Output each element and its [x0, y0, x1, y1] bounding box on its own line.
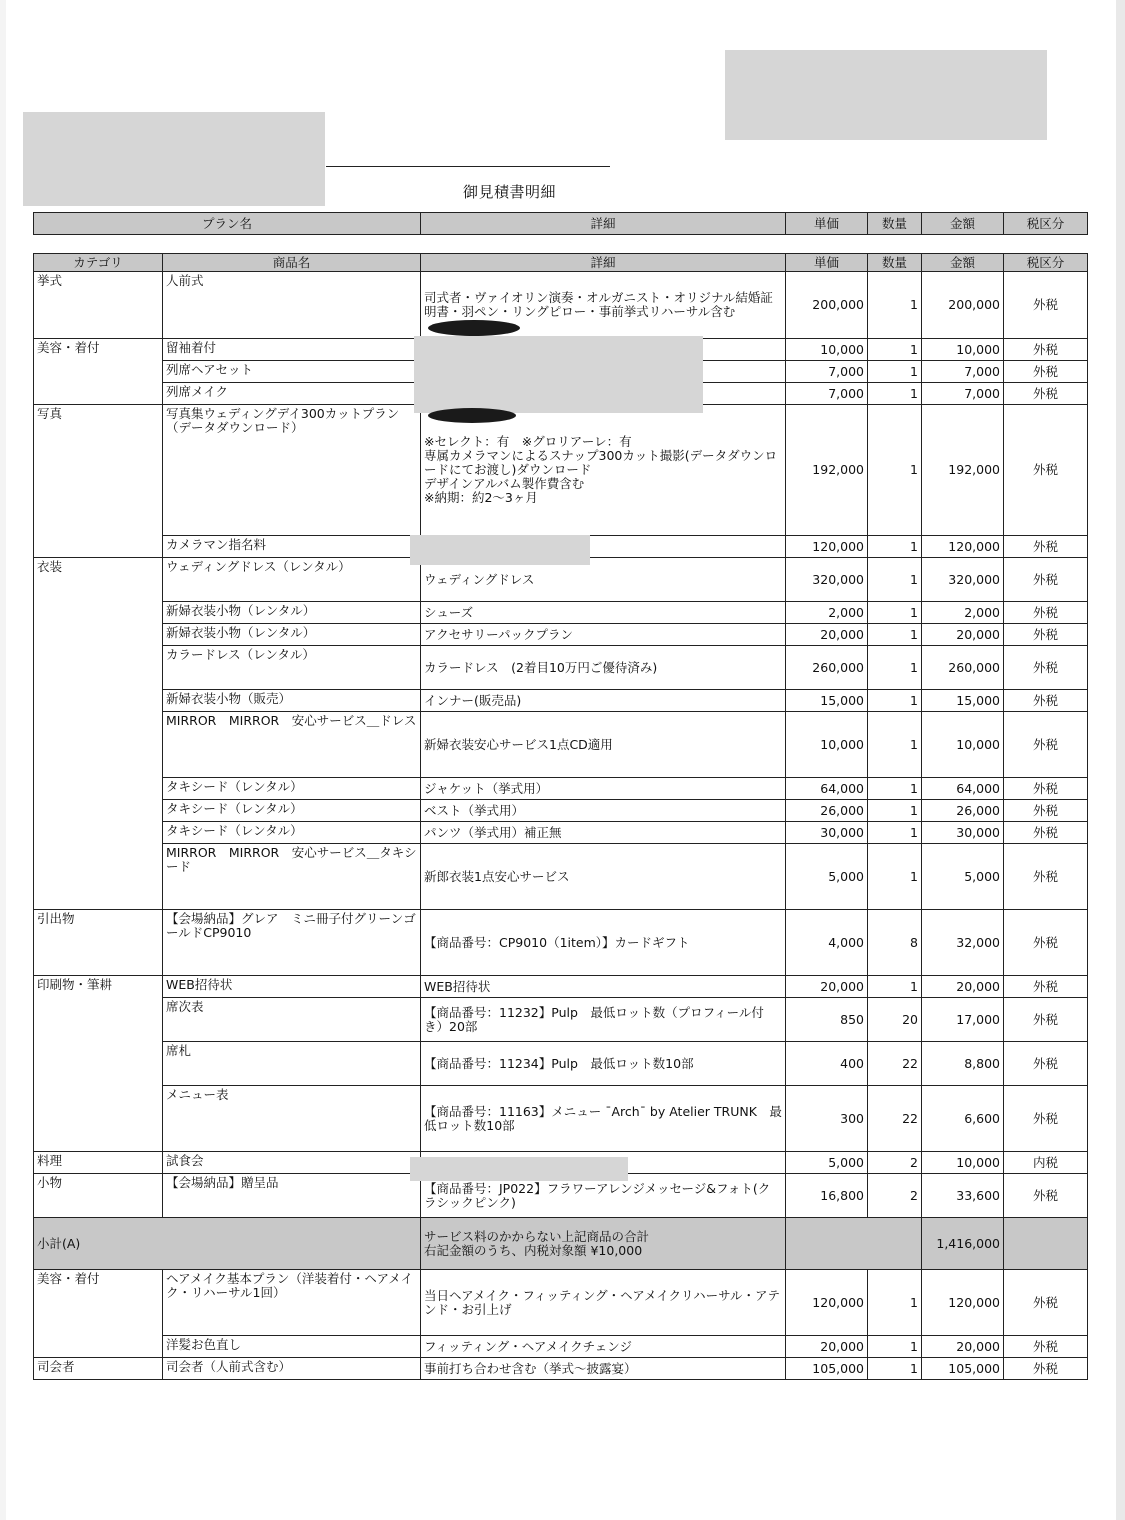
detail-cell: 【商品番号：11234】Pulp 最低ロット数10部 [421, 1042, 786, 1086]
tax-cell: 外税 [1004, 800, 1088, 822]
amount-cell: 64,000 [922, 778, 1004, 800]
quantity-cell: 1 [868, 383, 922, 405]
quantity-cell: 1 [868, 844, 922, 910]
tax-cell: 外税 [1004, 339, 1088, 361]
detail-cell: 【商品番号：11163】メニュー ˉArchˉ by Atelier TRUNK 最低ロット数10部 [421, 1086, 786, 1152]
tax-cell: 外税 [1004, 1270, 1088, 1336]
product-cell: 司会者（人前式含む） [163, 1358, 421, 1380]
table-row [34, 602, 1088, 624]
quantity-cell: 1 [868, 1336, 922, 1358]
unit-price-cell: 200,000 [786, 272, 868, 339]
product-cell: タキシード（レンタル） [163, 778, 421, 800]
product-cell: 写真集ウェディングデイ300カットプラン（データダウンロード） [163, 405, 421, 536]
tax-cell: 外税 [1004, 1174, 1088, 1218]
detail-cell: 【商品番号：JP022】フラワーアレンジメッセージ&フォト(クラシックピンク) [421, 1174, 786, 1218]
quantity-cell: 1 [868, 602, 922, 624]
amount-cell: 32,000 [922, 910, 1004, 976]
detail-cell: 新郎衣装1点安心サービス [421, 844, 786, 910]
detail-cell: 当日ヘアメイク・フィッティング・ヘアメイクリハーサル・アテンド・お引上げ [421, 1270, 786, 1336]
detail-cell: WEB招待状 [421, 976, 786, 998]
amount-cell: 26,000 [922, 800, 1004, 822]
subtotal-note-line1: サービス料のかからない上記商品の合計 [424, 1228, 650, 1244]
product-cell: 席札 [163, 1042, 421, 1086]
product-cell: 列席メイク [163, 383, 421, 405]
category-cell: 挙式 [34, 272, 163, 339]
table-row [34, 1270, 1088, 1336]
detail-cell: シューズ [421, 602, 786, 624]
tax-column-header: 税区分 [1004, 254, 1088, 272]
amount-cell: 260,000 [922, 646, 1004, 690]
detail-cell: 事前打ち合わせ含む（挙式〜披露宴） [421, 1358, 786, 1380]
amount-cell: 5,000 [922, 844, 1004, 910]
line-items-after-subtotal [34, 1270, 1088, 1380]
quantity-cell: 1 [868, 558, 922, 602]
quantity-cell: 1 [868, 361, 922, 383]
category-cell: 衣装 [34, 558, 163, 910]
tax-cell: 外税 [1004, 624, 1088, 646]
table-row [34, 646, 1088, 690]
tax-cell: 外税 [1004, 712, 1088, 778]
scribble-mark [428, 408, 516, 423]
amount-cell: 17,000 [922, 998, 1004, 1042]
product-cell: タキシード（レンタル） [163, 822, 421, 844]
product-cell: WEB招待状 [163, 976, 421, 998]
unit-price-cell: 192,000 [786, 405, 868, 536]
category-cell: 小物 [34, 1174, 163, 1218]
amount-cell: 30,000 [922, 822, 1004, 844]
amount-cell: 2,000 [922, 602, 1004, 624]
redacted-area [410, 1157, 628, 1181]
document-title: 御見積書明細 [463, 183, 557, 201]
detail-cell: ウェディングドレス [421, 558, 786, 602]
amount-cell: 15,000 [922, 690, 1004, 712]
amount-cell: 192,000 [922, 405, 1004, 536]
detail-header: 詳細 [421, 213, 786, 235]
category-cell: 司会者 [34, 1358, 163, 1380]
detail-cell: パンツ（挙式用）補正無 [421, 822, 786, 844]
table-row [34, 976, 1088, 998]
category-cell: 美容・着付 [34, 339, 163, 405]
product-cell: 【会場納品】贈呈品 [163, 1174, 421, 1218]
amount-cell: 10,000 [922, 712, 1004, 778]
category-cell: 料理 [34, 1152, 163, 1174]
plan-name-header: プラン名 [34, 213, 421, 235]
tax-cell: 外税 [1004, 778, 1088, 800]
quantity-header: 数量 [868, 213, 922, 235]
product-cell: 人前式 [163, 272, 421, 339]
scribble-mark [428, 320, 520, 336]
unit-price-cell: 2,000 [786, 602, 868, 624]
detail-cell: ※セレクト：有 ※グロリアーレ：有 専属カメラマンによるスナップ300カット撮影(データダウンロードにてお渡し)ダウンロード デザインアルバム製作費含む ※納期：約2〜3ヶ月 [421, 405, 786, 536]
quantity-cell: 1 [868, 624, 922, 646]
amount-cell: 8,800 [922, 1042, 1004, 1086]
table-row [34, 1336, 1088, 1358]
tax-cell: 外税 [1004, 998, 1088, 1042]
unit-price-cell: 10,000 [786, 339, 868, 361]
unit-price-cell: 20,000 [786, 976, 868, 998]
tax-cell: 外税 [1004, 405, 1088, 536]
unit-price-cell: 400 [786, 1042, 868, 1086]
amount-cell: 10,000 [922, 1152, 1004, 1174]
quantity-cell: 1 [868, 646, 922, 690]
quantity-cell: 2 [868, 1174, 922, 1218]
amount-cell: 10,000 [922, 339, 1004, 361]
amount-cell: 120,000 [922, 1270, 1004, 1336]
unit-price-cell: 5,000 [786, 1152, 868, 1174]
quantity-cell: 1 [868, 272, 922, 339]
quantity-cell: 1 [868, 822, 922, 844]
quantity-cell: 1 [868, 1270, 922, 1336]
table-row [34, 822, 1088, 844]
redacted-area [725, 50, 1047, 140]
unit-price-cell: 7,000 [786, 383, 868, 405]
plan-header-table [33, 212, 1088, 235]
amount-cell: 20,000 [922, 1336, 1004, 1358]
unit-price-header: 単価 [786, 213, 868, 235]
product-cell: 列席ヘアセット [163, 361, 421, 383]
tax-cell: 外税 [1004, 1086, 1088, 1152]
estimate-detail-table [33, 253, 1088, 1380]
table-row [34, 1358, 1088, 1380]
tax-cell: 外税 [1004, 383, 1088, 405]
unit-price-cell: 850 [786, 998, 868, 1042]
unit-price-cell: 120,000 [786, 1270, 868, 1336]
redacted-area [410, 535, 590, 565]
table-row [34, 800, 1088, 822]
name-underline [326, 166, 610, 167]
category-cell: 写真 [34, 405, 163, 558]
amount-cell: 105,000 [922, 1358, 1004, 1380]
amount-cell: 20,000 [922, 976, 1004, 998]
tax-cell: 外税 [1004, 976, 1088, 998]
quantity-cell: 1 [868, 405, 922, 536]
product-cell: ウェディングドレス（レンタル） [163, 558, 421, 602]
quantity-cell: 2 [868, 1152, 922, 1174]
detail-cell: インナー(販売品) [421, 690, 786, 712]
category-column-header: カテゴリ [34, 254, 163, 272]
quantity-cell: 1 [868, 339, 922, 361]
unit-price-cell: 105,000 [786, 1358, 868, 1380]
quantity-cell: 1 [868, 1358, 922, 1380]
unit-price-cell: 20,000 [786, 624, 868, 646]
product-cell: 洋髪お色直し [163, 1336, 421, 1358]
subtotal-amount: 1,416,000 [922, 1218, 1004, 1270]
product-cell: 留袖着付 [163, 339, 421, 361]
unit-price-cell: 30,000 [786, 822, 868, 844]
subtotal-label: 小計(A) [34, 1218, 421, 1270]
amount-cell: 7,000 [922, 383, 1004, 405]
unit-price-cell: 320,000 [786, 558, 868, 602]
table-row [34, 1042, 1088, 1086]
product-cell: 【会場納品】グレア ミニ冊子付グリーンゴールドCP9010 [163, 910, 421, 976]
detail-cell: 【商品番号：11232】Pulp 最低ロット数（プロフィール付き）20部 [421, 998, 786, 1042]
quantity-cell: 1 [868, 690, 922, 712]
detail-cell: 司式者・ヴァイオリン演奏・オルガニスト・オリジナル結婚証明書・羽ペン・リングピロー・事前挙式リハーサル含む [421, 272, 786, 339]
unit-price-cell: 20,000 [786, 1336, 868, 1358]
tax-cell: 外税 [1004, 1358, 1088, 1380]
tax-cell: 外税 [1004, 844, 1088, 910]
quantity-cell: 1 [868, 712, 922, 778]
tax-cell: 外税 [1004, 690, 1088, 712]
quantity-cell: 1 [868, 976, 922, 998]
table-row [34, 778, 1088, 800]
table-row [34, 1086, 1088, 1152]
product-cell: 新婦衣装小物（レンタル） [163, 624, 421, 646]
redacted-area [23, 112, 325, 206]
tax-cell: 外税 [1004, 822, 1088, 844]
table-row [34, 998, 1088, 1042]
subtotal-note-line2: 右記金額のうち、内税対象額 ¥10,000 [424, 1242, 643, 1258]
table-row [34, 624, 1088, 646]
subtotal-row [34, 1218, 1088, 1270]
tax-cell: 内税 [1004, 1152, 1088, 1174]
quantity-cell: 1 [868, 800, 922, 822]
tax-cell: 外税 [1004, 558, 1088, 602]
amount-cell: 33,600 [922, 1174, 1004, 1218]
unit-price-cell: 16,800 [786, 1174, 868, 1218]
product-cell: MIRROR MIRROR 安心サービス＿タキシード [163, 844, 421, 910]
detail-cell: ジャケット（挙式用） [421, 778, 786, 800]
subtotal-note [421, 1218, 786, 1270]
amount-header: 金額 [922, 213, 1004, 235]
unit-price-cell: 7,000 [786, 361, 868, 383]
redacted-area [414, 336, 703, 413]
product-cell: 席次表 [163, 998, 421, 1042]
detail-cell: カラードレス (2着目10万円ご優待済み) [421, 646, 786, 690]
tax-cell: 外税 [1004, 1042, 1088, 1086]
unit-price-cell: 10,000 [786, 712, 868, 778]
table-row [34, 910, 1088, 976]
product-cell: MIRROR MIRROR 安心サービス＿ドレス [163, 712, 421, 778]
product-cell: タキシード（レンタル） [163, 800, 421, 822]
tax-cell: 外税 [1004, 1336, 1088, 1358]
quantity-cell: 22 [868, 1086, 922, 1152]
product-cell: カメラマン指名料 [163, 536, 421, 558]
quantity-cell: 8 [868, 910, 922, 976]
line-items [34, 272, 1088, 1218]
tax-cell: 外税 [1004, 361, 1088, 383]
amount-cell: 120,000 [922, 536, 1004, 558]
amount-cell: 320,000 [922, 558, 1004, 602]
detail-cell: ベスト（挙式用） [421, 800, 786, 822]
tax-cell: 外税 [1004, 536, 1088, 558]
unit-price-cell: 260,000 [786, 646, 868, 690]
product-cell: 新婦衣装小物（レンタル） [163, 602, 421, 624]
quantity-column-header: 数量 [868, 254, 922, 272]
detail-cell: 【商品番号：CP9010（1item）】カードギフト [421, 910, 786, 976]
table-row [34, 405, 1088, 536]
amount-cell: 20,000 [922, 624, 1004, 646]
unit-price-cell: 120,000 [786, 536, 868, 558]
detail-cell: フィッティング・ヘアメイクチェンジ [421, 1336, 786, 1358]
unit-price-cell: 300 [786, 1086, 868, 1152]
product-cell: 試食会 [163, 1152, 421, 1174]
detail-cell: 新婦衣装安心サービス1点CD適用 [421, 712, 786, 778]
unit-price-cell: 26,000 [786, 800, 868, 822]
detail-cell: アクセサリーパックプラン [421, 624, 786, 646]
amount-cell: 6,600 [922, 1086, 1004, 1152]
unit-price-column-header: 単価 [786, 254, 868, 272]
quantity-cell: 1 [868, 536, 922, 558]
quantity-cell: 22 [868, 1042, 922, 1086]
unit-price-cell: 4,000 [786, 910, 868, 976]
product-cell: ヘアメイク基本プラン（洋装着付・ヘアメイク・リハーサル1回） [163, 1270, 421, 1336]
unit-price-cell: 5,000 [786, 844, 868, 910]
category-cell: 美容・着付 [34, 1270, 163, 1358]
product-cell: メニュー表 [163, 1086, 421, 1152]
table-row [34, 272, 1088, 339]
quantity-cell: 1 [868, 778, 922, 800]
tax-class-header: 税区分 [1004, 213, 1088, 235]
unit-price-cell: 15,000 [786, 690, 868, 712]
amount-column-header: 金額 [922, 254, 1004, 272]
tax-cell: 外税 [1004, 646, 1088, 690]
table-row [34, 690, 1088, 712]
product-cell: 新婦衣装小物（販売） [163, 690, 421, 712]
unit-price-cell: 64,000 [786, 778, 868, 800]
product-cell: カラードレス（レンタル） [163, 646, 421, 690]
amount-cell: 200,000 [922, 272, 1004, 339]
table-row [34, 844, 1088, 910]
category-cell: 引出物 [34, 910, 163, 976]
page-edge [1116, 0, 1125, 1520]
detail-column-header: 詳細 [421, 254, 786, 272]
table-row [34, 712, 1088, 778]
product-column-header: 商品名 [163, 254, 421, 272]
tax-cell: 外税 [1004, 602, 1088, 624]
tax-cell: 外税 [1004, 910, 1088, 976]
amount-cell: 7,000 [922, 361, 1004, 383]
category-cell: 印刷物・筆耕 [34, 976, 163, 1152]
tax-cell: 外税 [1004, 272, 1088, 339]
quantity-cell: 20 [868, 998, 922, 1042]
